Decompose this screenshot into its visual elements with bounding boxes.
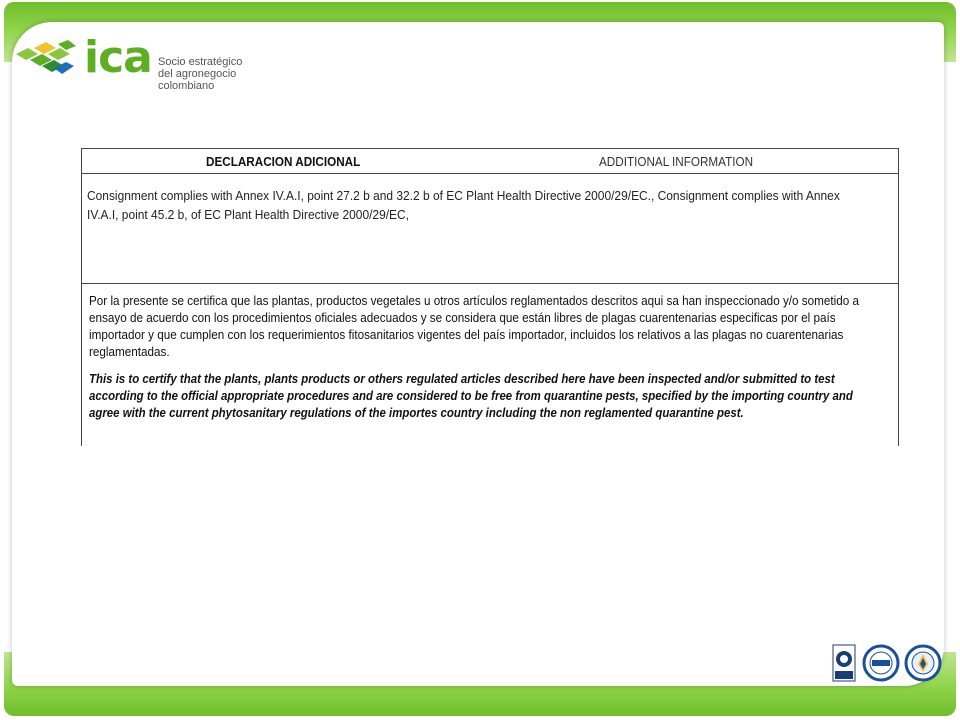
brand-tagline-line1: Socio estratégico xyxy=(158,56,243,68)
brand-tagline-line2: del agronegocio colombiano xyxy=(158,68,237,92)
certification-row xyxy=(81,284,899,446)
icontec-certification-seal-icon xyxy=(832,644,856,682)
certification-text-english: This is to certify that the plants, plants products or others regulated articles described here have been inspected and/or submitted to test according to the official appropriate procedures and are considered to be free from quarantine pests, specified by the importing country and agree with the current phytosanitary regulations of the importes country including the non reglamented quarantine pest. xyxy=(89,371,853,420)
iqnet-certification-seal-icon xyxy=(862,644,900,682)
ica-leaf-icon xyxy=(14,40,84,80)
header-english: ADDITIONAL INFORMATION xyxy=(599,154,754,169)
brand-name: ica xyxy=(84,32,152,83)
ica-logo xyxy=(14,32,294,92)
additional-declaration-row xyxy=(81,174,899,284)
additional-declaration-text: Consignment complies with Annex IV.A.I, point 27.2 b and 32.2 b of EC Plant Health Directive 2000/29/EC., Consignment complies with Annex IV.A.I, point 45.2 b, of EC Plant Health Directive 2000/29/EC, xyxy=(87,188,840,222)
header-spanish: DECLARACION ADICIONAL xyxy=(206,154,361,169)
brand-tagline xyxy=(158,56,294,92)
table-header-row xyxy=(81,148,899,174)
colombia-government-seal-icon xyxy=(904,644,942,682)
phytosanitary-document-excerpt xyxy=(81,140,899,446)
certification-text-spanish: Por la presente se certifica que las plantas, productos vegetales u otros artículos reglamentados descritos aqui sa han inspeccionado y/o sometido a ensayo de acuerdo con los procedimientos oficiales adecuados y se considera que están libres de plagas cuarentenarias especificas por el país importador y que cumplen con los requerimientos fitosanitarios vigentes del país importador, incluidos los relativos a las plagas no cuarentenarias reglamentadas. xyxy=(89,293,860,359)
certification-seals xyxy=(830,644,942,684)
